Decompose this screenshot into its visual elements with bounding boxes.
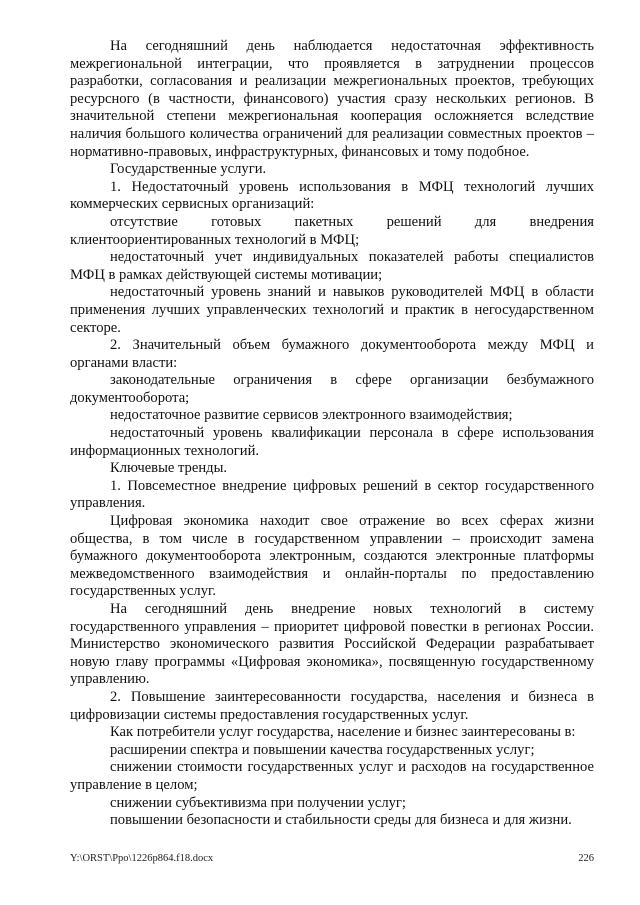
paragraph: законодательные ограничения в сфере организации безбумажного документооборота; (70, 372, 594, 406)
paragraph: 2. Значительный объем бумажного документооборота между МФЦ и органами власти: (70, 337, 594, 371)
paragraph: расширении спектра и повышении качества государственных услуг; (110, 741, 535, 758)
paragraph: 2. Повышение заинтересованности государства, населения и бизнеса в цифровизации системы предоставления государственных услуг. (70, 688, 594, 723)
paragraph: Государственные услуги. (110, 161, 267, 178)
paragraph: недостаточный учет индивидуальных показателей работы специалистов МФЦ в рамках действующей системы мотивации; (70, 249, 594, 283)
paragraph: 1. Недостаточный уровень использования в МФЦ технологий лучших коммерческих сервисных организаций: (70, 178, 594, 213)
paragraph: снижении стоимости государственных услуг и расходов на государственное управление в целом; (70, 759, 594, 793)
paragraph: недостаточное развитие сервисов электронного взаимодействия; (110, 407, 513, 424)
paragraph: недостаточный уровень квалификации персонала в сфере использования информационных технологий. (70, 425, 594, 459)
paragraph: На сегодняшний день внедрение новых технологий в систему государственного управления – приоритет цифровой повестки в регионах России. Министерство экономического развития Российской Федерации разрабатывает новую главу программы «Цифровая экономика», посвященную государственному управлению. (70, 601, 594, 688)
paragraph: недостаточный уровень знаний и навыков руководителей МФЦ в области применения лучших управленческих технологий и практик в негосударственном секторе. (70, 284, 594, 336)
paragraph: отсутствие готовых пакетных решений для внедрения клиентоориентированных технологий в МФЦ; (70, 213, 594, 248)
file-path: Y:\ORST\Ppo\1226p864.f18.docx (70, 853, 214, 864)
paragraph: На сегодняшний день наблюдается недостаточная эффективность межрегиональной интеграции, что проявляется в затруднении процессов разработки, согласования и реализации межрегиональных проектов, требующих ресурсного (в частности, финансового) участия сразу нескольких регионов. В значительной степени межрегиональная кооперация осложняется вследствие наличия большого количества ограничений для реализации совместных проектов – нормативно-правовых, инфраструктурных, финансовых и тому подобное. (70, 38, 594, 160)
page-number: 226 (578, 853, 594, 864)
paragraph: Ключевые тренды. (110, 460, 228, 477)
paragraph: 1. Повсеместное внедрение цифровых решений в сектор государственного управления. (70, 477, 594, 512)
paragraph: Как потребители услуг государства, население и бизнес заинтересованы в: (110, 724, 576, 741)
paragraph: повышении безопасности и стабильности среды для бизнеса и для жизни. (110, 812, 572, 829)
paragraph: снижении субъективизма при получении услуг; (110, 794, 406, 811)
paragraph: Цифровая экономика находит свое отражение во всех сферах жизни общества, в том числе в государственном управлении – происходит замена бумажного документооборота электронным, создаются электронные платформы межведомственного взаимодействия и онлайн-порталы по предоставлению государственных услуг. (70, 513, 594, 600)
document-body (70, 38, 594, 830)
page-footer (70, 853, 594, 864)
